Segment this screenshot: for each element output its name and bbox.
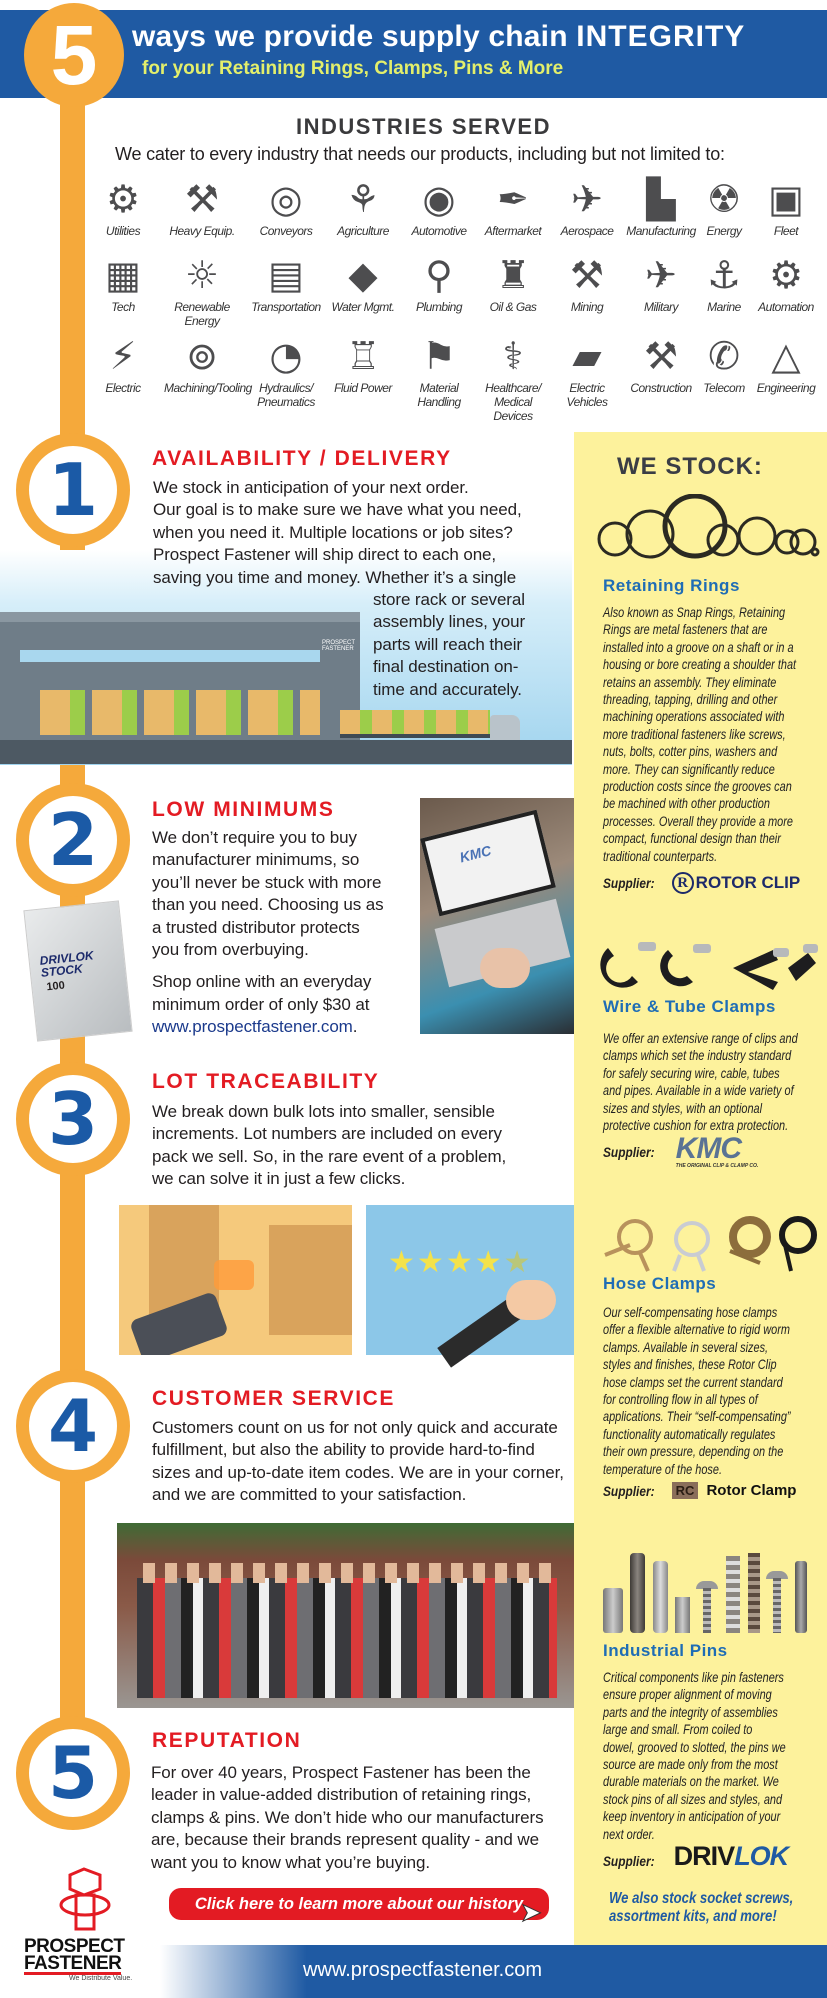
industry-label: Military xyxy=(644,300,678,314)
rating-illustration xyxy=(366,1205,574,1355)
wire-tube-clamps-image xyxy=(598,938,818,990)
star-icon: ★ xyxy=(388,1245,417,1280)
supplier-rotor-clamp: Rotor Clamp xyxy=(706,1482,797,1499)
plug-icon: ⚡ xyxy=(109,334,137,378)
prospect-fastener-logo xyxy=(24,1865,154,1982)
industry-item xyxy=(248,176,324,238)
industry-label: Construction xyxy=(630,381,692,395)
text-line: a trusted distributor protects xyxy=(152,917,360,937)
industry-label: Aftermarket xyxy=(484,224,542,238)
supplier-kmc: KMC xyxy=(675,1132,741,1165)
note-line: assortment kits, and more! xyxy=(609,1908,777,1925)
valve-icon: ♖ xyxy=(345,334,381,378)
section-1-number: 1 xyxy=(16,433,130,547)
airplane-icon: ✈ xyxy=(571,177,603,221)
text-line: protective cushion for extra protection. xyxy=(603,1117,789,1134)
kmc-tagline: THE ORIGINAL CLIP & CLAMP CO. xyxy=(675,1163,759,1169)
text-line: leader in value-added distribution of retaining rings, xyxy=(151,1785,532,1805)
also-stock-note xyxy=(609,1890,793,1926)
text-line: clamps & pins. We don’t hide who our manufacturers xyxy=(151,1807,544,1827)
train-icon: ▤ xyxy=(268,253,304,297)
bag-label: DRIVLOK STOCK xyxy=(39,948,95,980)
text-line: manufacturer minimums, so xyxy=(152,850,360,870)
supplier-row-rotor-clamp xyxy=(603,1482,796,1499)
text-line: hose clamps set the current standard xyxy=(603,1373,783,1390)
text-line: production costs since the grooves can xyxy=(603,778,792,795)
industrial-pins-image xyxy=(603,1553,808,1633)
history-button[interactable]: Click here to learn more about our history xyxy=(169,1888,549,1920)
conveyor-icon: ◎ xyxy=(269,177,303,221)
industry-item xyxy=(248,252,324,314)
gauge-icon: ◔ xyxy=(269,334,303,378)
industry-label: Hydraulics/ Pneumatics xyxy=(257,381,315,409)
shop-link[interactable]: www.prospectfastener.com xyxy=(152,1017,353,1037)
supplier-label: Supplier: xyxy=(603,875,655,891)
supplier-row-rotor-clip xyxy=(603,872,800,894)
cement-truck-icon: ⚒ xyxy=(643,334,679,378)
text-line: installed into a groove on a shaft or in a xyxy=(603,638,794,655)
star-rating xyxy=(388,1245,533,1280)
text-line: minimum order of only $30 at xyxy=(152,994,370,1014)
text-line: and pipes. Available in a wide variety of xyxy=(603,1082,794,1099)
industry-label: Tech xyxy=(111,300,135,314)
industry-item xyxy=(85,176,161,238)
text-line: their own pressure, depending on the xyxy=(603,1443,784,1460)
supplier-row-kmc xyxy=(603,1132,759,1169)
section-2-text xyxy=(152,827,384,1039)
text-line: you from overbuying. xyxy=(152,940,309,960)
industry-item xyxy=(549,333,625,409)
star-icon: ★ xyxy=(474,1245,504,1280)
text-line: be machined with other production xyxy=(603,795,770,812)
page-subtitle: for your Retaining Rings, Clamps, Pins & More xyxy=(142,58,564,79)
supplier-label: Supplier: xyxy=(603,1144,655,1160)
industry-label: Electric Vehicles xyxy=(566,381,608,409)
text-line: when you need it. Multiple locations or job sites? xyxy=(153,522,513,542)
text-line: temperature of the hose. xyxy=(603,1460,722,1477)
chip-icon: ▦ xyxy=(105,253,141,297)
section-2-title: LOW MINIMUMS xyxy=(152,798,335,821)
industry-item xyxy=(248,333,324,409)
text-line: styles and finishes, these Rotor Clip xyxy=(603,1356,777,1373)
industry-item xyxy=(401,333,477,409)
text-line: next order. xyxy=(603,1825,655,1842)
text-line: fulfillment, but also the ability to provide hard-to-find xyxy=(152,1440,535,1460)
page-title xyxy=(132,20,745,54)
text-line: We stock in anticipation of your next order. xyxy=(153,478,469,497)
text-line: We don’t require you to buy xyxy=(152,828,357,847)
industry-label: Automotive xyxy=(411,224,467,238)
industry-label: Manufacturing xyxy=(626,224,696,238)
text-line: clamps. Available in several sizes, xyxy=(603,1338,769,1355)
industry-item xyxy=(164,333,252,395)
text-line: you’ll never be stuck with more xyxy=(152,872,382,892)
text-line: Customers count on us for not only quick and accurate xyxy=(152,1418,558,1437)
text-line: we can solve it in just a few clicks. xyxy=(152,1169,406,1189)
hose-clamps-image xyxy=(600,1215,820,1275)
saw-blade-icon: ⊚ xyxy=(186,334,218,378)
industry-label: Material Handling xyxy=(417,381,461,409)
industry-item xyxy=(475,252,551,314)
team-photo xyxy=(117,1523,574,1708)
section-4-text xyxy=(152,1417,564,1507)
text-line: parts will reach their xyxy=(373,634,522,654)
text-line: Rings are metal fasteners that are xyxy=(603,621,768,638)
section-1-text xyxy=(153,477,522,589)
text-line: store rack or several xyxy=(373,590,525,609)
robot-arm-icon: ⚙ xyxy=(768,253,804,297)
drivlok-part-a: DRIV xyxy=(673,1841,735,1871)
industry-item xyxy=(164,252,240,328)
industry-label: Aerospace xyxy=(560,224,614,238)
header-number-badge: 5 xyxy=(24,3,124,107)
industry-label: Transportation xyxy=(251,300,321,314)
we-stock-title: WE STOCK: xyxy=(617,453,763,480)
section-3-title: LOT TRACEABILITY xyxy=(152,1070,380,1093)
text-line: sizes and styles, with an optional xyxy=(603,1099,763,1116)
excavator-icon: ⚒ xyxy=(569,253,605,297)
text-line: traditional counterparts. xyxy=(603,847,718,864)
rotor-clamp-logo-mark: RC xyxy=(672,1482,699,1499)
text-line: want you to know what you’re buying. xyxy=(151,1852,430,1872)
industry-label: Marine xyxy=(707,300,741,314)
text-line: dowel, grooved to slotted, the pins we xyxy=(603,1738,786,1755)
section-1-text-right xyxy=(373,589,525,701)
footer-url-link[interactable]: www.prospectfastener.com xyxy=(303,1959,542,1981)
text-line: Our goal is to make sure we have what you need, xyxy=(153,500,522,520)
text-line: sizes and up-to-date item codes. We are in your corner, xyxy=(152,1462,564,1482)
satellite-icon: ✆ xyxy=(708,334,740,378)
bus-icon: ▣ xyxy=(768,177,804,221)
industry-item xyxy=(549,176,625,238)
title-text: ways we provide supply chain xyxy=(132,20,577,53)
industry-label: Healthcare/ Medical Devices xyxy=(485,381,541,423)
text-line: clamps which set the industry standard xyxy=(603,1047,792,1064)
link-suffix: . xyxy=(352,1017,358,1037)
drivlok-part-b: LOK xyxy=(734,1841,789,1871)
text-line: Critical components like pin fasteners xyxy=(603,1669,784,1685)
product-heading-hose-clamps: Hose Clamps xyxy=(603,1274,717,1293)
industry-label: Renewable Energy xyxy=(174,300,230,328)
section-1-title: AVAILABILITY / DELIVERY xyxy=(152,447,452,470)
text-line: pack we sell. So, in the rare event of a problem, xyxy=(152,1146,507,1166)
text-line: time and accurately. xyxy=(373,679,522,699)
text-line: saving you time and money. Whether it’s a single xyxy=(153,567,517,587)
text-line: compact, functional design than their xyxy=(603,830,781,847)
oil-pump-icon: ♜ xyxy=(495,253,531,297)
industry-item xyxy=(325,333,401,395)
section-5-text xyxy=(151,1762,544,1874)
text-line: housing or bore creating a shoulder that xyxy=(603,656,797,673)
text-line: functionality automatically regulates xyxy=(603,1425,776,1442)
text-line: more. They can significantly reduce xyxy=(603,760,775,777)
logo-tagline: We Distribute Value. xyxy=(69,1975,133,1982)
product-heading-industrial-pins: Industrial Pins xyxy=(603,1641,728,1660)
star-icon: ★ xyxy=(416,1245,446,1280)
text-line: increments. Lot numbers are included on every xyxy=(152,1124,502,1144)
text-line: Our self-compensating hose clamps xyxy=(603,1304,778,1320)
retaining-rings-image xyxy=(595,494,820,562)
building-sign: PROSPECT FASTENER xyxy=(322,640,356,652)
industry-label: Conveyors xyxy=(259,224,313,238)
text-line: ensure proper alignment of moving xyxy=(603,1686,772,1703)
industry-item xyxy=(85,252,161,314)
industry-label: Water Mgmt. xyxy=(331,300,395,314)
text-line: parts and the integrity of assemblies xyxy=(603,1703,778,1720)
text-line: source are made only from the most xyxy=(603,1756,778,1773)
product-text-industrial-pins xyxy=(603,1669,786,1843)
text-line: nuts, bolts, cotter pins, washers and xyxy=(603,743,778,760)
industries-subtitle: We cater to every industry that needs our products, including but not limited to: xyxy=(115,144,725,164)
tractor-icon: ⚘ xyxy=(345,177,381,221)
industry-item xyxy=(85,333,161,395)
spark-plug-icon: ✒ xyxy=(497,177,529,221)
ev-charger-icon: ▰ xyxy=(572,334,602,378)
industry-label: Agriculture xyxy=(337,224,389,238)
industry-item xyxy=(549,252,625,314)
section-5-number: 5 xyxy=(16,1716,130,1830)
supplier-label: Supplier: xyxy=(603,1482,655,1499)
supplier-label: Supplier: xyxy=(603,1853,655,1869)
text-line: retains an assembly. They eliminate xyxy=(603,673,777,690)
bag-quantity: 100 xyxy=(45,979,66,994)
water-drop-icon: ◆ xyxy=(348,253,378,297)
text-line: large and small. From coiled to xyxy=(603,1721,753,1738)
shop-link-line xyxy=(152,1016,384,1038)
text-line: keep inventory in anticipation of your xyxy=(603,1808,781,1825)
text-line: applications. Their “self-compensating” xyxy=(603,1408,791,1425)
product-heading-retaining-rings: Retaining Rings xyxy=(603,576,740,595)
industry-item xyxy=(401,252,477,314)
industry-item xyxy=(164,176,240,238)
cursor-icon: ➤ xyxy=(520,1898,542,1928)
industry-label: Telecom xyxy=(703,381,745,395)
industry-label: Plumbing xyxy=(415,300,463,314)
section-4-title: CUSTOMER SERVICE xyxy=(152,1387,396,1410)
industry-label: Oil & Gas xyxy=(489,300,537,314)
tire-icon: ◉ xyxy=(422,177,456,221)
industry-label: Energy xyxy=(706,224,742,238)
pipe-icon: ⚲ xyxy=(425,253,453,297)
laptop-screen-brand: KMC xyxy=(457,842,493,866)
industry-label: Automation xyxy=(758,300,814,314)
medical-icon: ⚕ xyxy=(502,334,524,378)
note-line: We also stock socket screws, xyxy=(609,1890,794,1907)
lightbulb-gear-icon: ⚙ xyxy=(105,177,141,221)
logo-line2: FASTENER xyxy=(24,1953,122,1974)
section-3-text xyxy=(152,1101,506,1191)
industry-label: Mining xyxy=(570,300,604,314)
supplier-drivlok xyxy=(674,1843,789,1869)
compass-icon: △ xyxy=(771,334,801,378)
power-plant-icon: ☢ xyxy=(706,177,742,221)
text-line: durable materials on the market. We xyxy=(603,1773,779,1790)
product-text-wire-tube-clamps xyxy=(603,1030,798,1134)
industry-label: Fluid Power xyxy=(334,381,392,395)
text-line: and we are committed to your satisfaction. xyxy=(152,1485,467,1505)
text-line: Prospect Fastener will ship direct to each one, xyxy=(153,545,497,565)
star-icon: ★ xyxy=(503,1245,533,1280)
section-5-title: REPUTATION xyxy=(152,1729,302,1752)
section-4-number: 4 xyxy=(16,1369,130,1483)
text-line: We break down bulk lots into smaller, sensible xyxy=(152,1102,495,1121)
industry-item xyxy=(325,252,401,314)
industry-label: Electric xyxy=(105,381,141,395)
industry-item xyxy=(748,333,824,395)
industry-item xyxy=(325,176,401,238)
text-line: than you need. Choosing us as xyxy=(152,895,384,915)
product-text-hose-clamps xyxy=(603,1304,791,1478)
supplier-rotor-clip: ROTOR CLIP xyxy=(695,873,801,892)
crane-icon: ⚒ xyxy=(184,177,220,221)
product-text-retaining-rings xyxy=(603,604,796,865)
industry-item xyxy=(475,176,551,238)
industry-item xyxy=(748,176,824,238)
star-icon: ★ xyxy=(445,1245,475,1280)
product-heading-wire-tube-clamps: Wire & Tube Clamps xyxy=(603,997,776,1016)
title-emphasis: INTEGRITY xyxy=(576,20,746,53)
ship-icon: ⚓ xyxy=(706,253,742,297)
industry-label: Machining/Tooling xyxy=(164,381,252,395)
rotor-clip-logo-mark: R xyxy=(672,872,694,894)
text-line: Shop online with an everyday xyxy=(152,972,372,992)
parts-bag-image xyxy=(23,900,132,1041)
text-line: For over 40 years, Prospect Fastener has been the xyxy=(151,1763,531,1782)
industry-label: Heavy Equip. xyxy=(169,224,235,238)
logo-line1: PROSPECT xyxy=(24,1936,125,1957)
lot-scanning-illustration xyxy=(119,1205,352,1355)
text-line: for safely securing wire, cable, tubes xyxy=(603,1064,780,1081)
section-3-number: 3 xyxy=(16,1062,130,1176)
industry-item xyxy=(401,176,477,238)
lift-icon: ⚑ xyxy=(421,334,457,378)
text-line: final destination on- xyxy=(373,657,519,677)
industry-label: Fleet xyxy=(773,224,799,238)
text-line: machining operations associated with xyxy=(603,708,785,725)
text-line: processes. Overall they provide a more xyxy=(603,812,793,829)
industry-item xyxy=(475,333,551,423)
factory-icon: ▙ xyxy=(646,177,676,221)
text-line: We offer an extensive range of clips and xyxy=(603,1030,798,1046)
industries-title: INDUSTRIES SERVED xyxy=(296,114,551,139)
text-line: stock pins of all sizes and styles, and xyxy=(603,1790,783,1807)
bolt-logo-icon xyxy=(24,1865,154,1933)
text-line: threading, tapping, drilling and other xyxy=(603,691,778,708)
text-line: for controlling flow in all types of xyxy=(603,1391,758,1408)
text-line: Also known as Snap Rings, Retaining xyxy=(603,604,786,620)
industry-label: Engineering xyxy=(756,381,816,395)
text-line: are, because their brands represent quality - and we xyxy=(151,1830,539,1850)
text-line: offer a flexible alternative to rigid worm xyxy=(603,1321,790,1338)
solar-panel-icon: ☼ xyxy=(184,253,220,297)
text-line: more traditional fasteners like screws, xyxy=(603,725,786,742)
section-2-number: 2 xyxy=(16,783,130,897)
supplier-row-drivlok xyxy=(603,1843,788,1869)
laptop-photo xyxy=(420,798,574,1034)
industry-item xyxy=(748,252,824,314)
text-line: assembly lines, your xyxy=(373,612,526,632)
jet-tank-icon: ✈ xyxy=(645,253,677,297)
industry-label: Utilities xyxy=(105,224,141,238)
